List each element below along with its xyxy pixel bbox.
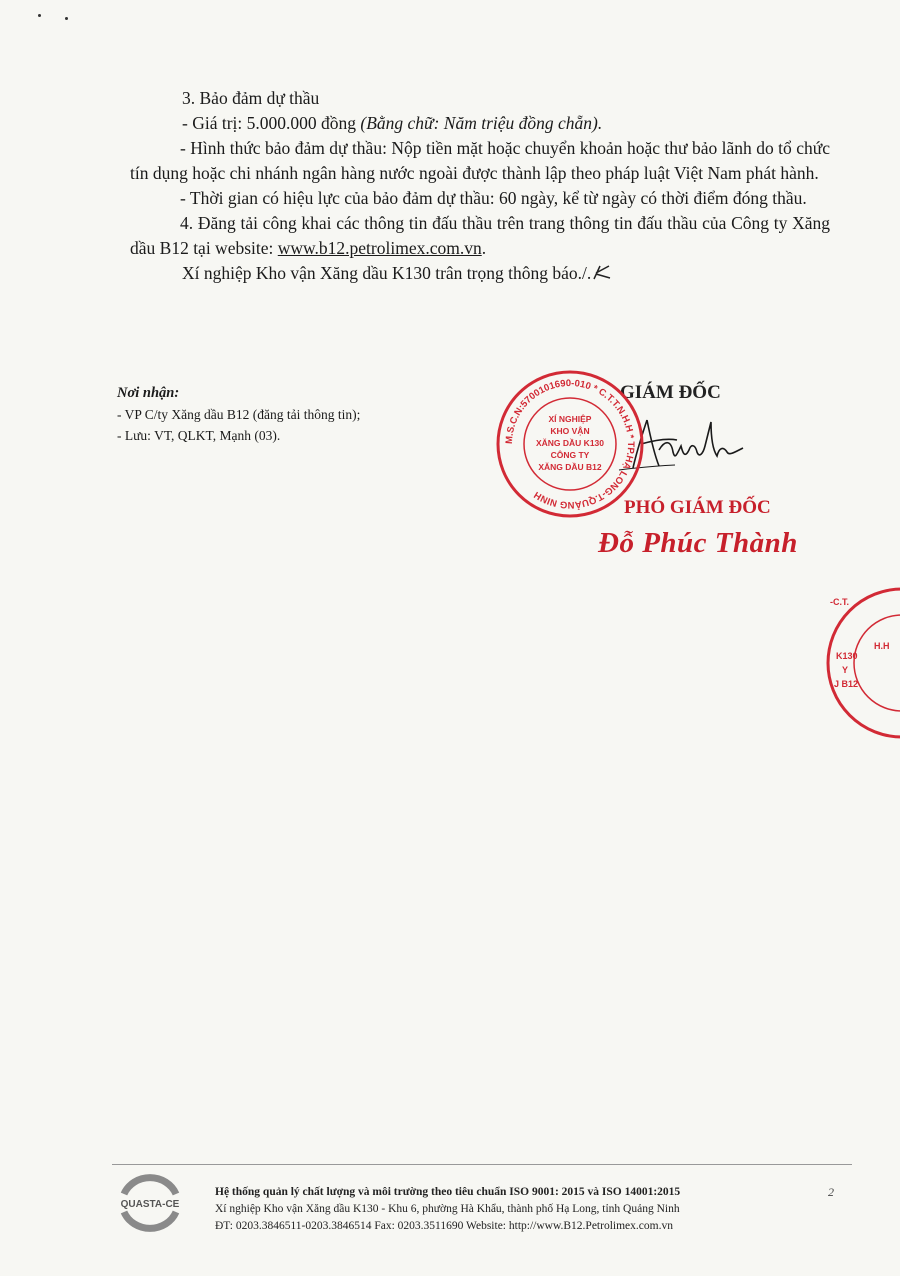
scan-speck <box>38 14 41 17</box>
logo-text: QUASTA-CE <box>120 1199 180 1210</box>
director-title: GIÁM ĐỐC <box>620 382 721 403</box>
section-4-end: . <box>481 238 487 258</box>
footer-address: Xí nghiệp Kho vận Xăng dầu K130 - Khu 6, phường Hà Khẩu, thành phố Hạ Long, tỉnh Quảng Ninh <box>215 1203 680 1215</box>
stamp-line: KHO VẬN <box>550 426 590 436</box>
bid-security-form: - Hình thức bảo đảm dự thầu: Nộp tiền mặt hoặc chuyển khoản hoặc thư bảo lãnh do tổ chức tín dụng hoặc chi nhánh ngân hàng nước ngoài được thành lập theo pháp luật Việt Nam phát hành. <box>130 138 830 183</box>
recipient-item: - VP C/ty Xăng dầu B12 (đăng tải thông tin); <box>117 407 361 422</box>
website-link[interactable]: www.b12.petrolimex.com.vn <box>277 238 482 258</box>
quasta-logo <box>116 1172 184 1234</box>
svg-text:K130: K130 <box>836 651 858 661</box>
value-amount: - Giá trị: 5.000.000 đồng <box>182 113 361 133</box>
stamp-line: XÍ NGHIỆP <box>548 414 592 424</box>
stamp-line: CÔNG TY <box>550 450 590 460</box>
section-4-text: 4. Đăng tải công khai các thông tin đấu thầu trên trang thông tin đấu thầu của Công ty Xăng dầu B12 tại website: <box>130 213 830 258</box>
section-3-title: 3. Bảo đảm dự thầu <box>182 88 320 108</box>
section-4 <box>130 211 830 261</box>
svg-text:-C.T.: -C.T. <box>830 597 849 607</box>
signer-name-seal: Đỗ Phúc Thành <box>598 527 798 559</box>
recipients-title: Nơi nhận: <box>117 385 180 401</box>
footer <box>215 1184 680 1235</box>
deputy-director-title: PHÓ GIÁM ĐỐC <box>624 497 771 518</box>
initial-mark <box>591 262 613 282</box>
bid-security-value <box>130 111 830 136</box>
footer-divider <box>112 1164 852 1165</box>
page-number: 2 <box>828 1185 834 1199</box>
footer-contact: ĐT: 0203.3846511-0203.3846514 Fax: 0203.3511690 Website: http://www.B12.Petrolimex.com.vn <box>215 1220 673 1232</box>
bid-security-validity: - Thời gian có hiệu lực của bảo đảm dự thầu: 60 ngày, kể từ ngày có thời điểm đóng thầu. <box>180 188 807 208</box>
recipients <box>117 383 360 446</box>
svg-text:H.H: H.H <box>874 641 890 651</box>
document-body <box>130 86 830 286</box>
stamp-ring-text: M.S.C.N:5700101690-010 * C.T.T.N.H.H * TP.HẠ LONG-T.QUẢNG NINH <box>503 377 637 511</box>
svg-text:Y: Y <box>842 665 849 675</box>
stamp-line: XĂNG DẦU B12 <box>538 462 602 472</box>
closing-line <box>130 261 830 286</box>
value-in-words: (Bằng chữ: Năm triệu đồng chẵn). <box>360 113 603 133</box>
stamp-line: XĂNG DẦU K130 <box>535 438 605 448</box>
recipient-item: - Lưu: VT, QLKT, Mạnh (03). <box>117 428 281 443</box>
closing-text: Xí nghiệp Kho vận Xăng dầu K130 trân trọng thông báo./. <box>182 263 592 283</box>
footer-iso: Hệ thống quản lý chất lượng và môi trường theo tiêu chuẩn ISO 9001: 2015 và ISO 14001:2015 <box>215 1186 681 1198</box>
scan-speck <box>65 17 68 20</box>
svg-text:J B12: J B12 <box>834 679 859 689</box>
partial-stamp <box>822 583 900 743</box>
